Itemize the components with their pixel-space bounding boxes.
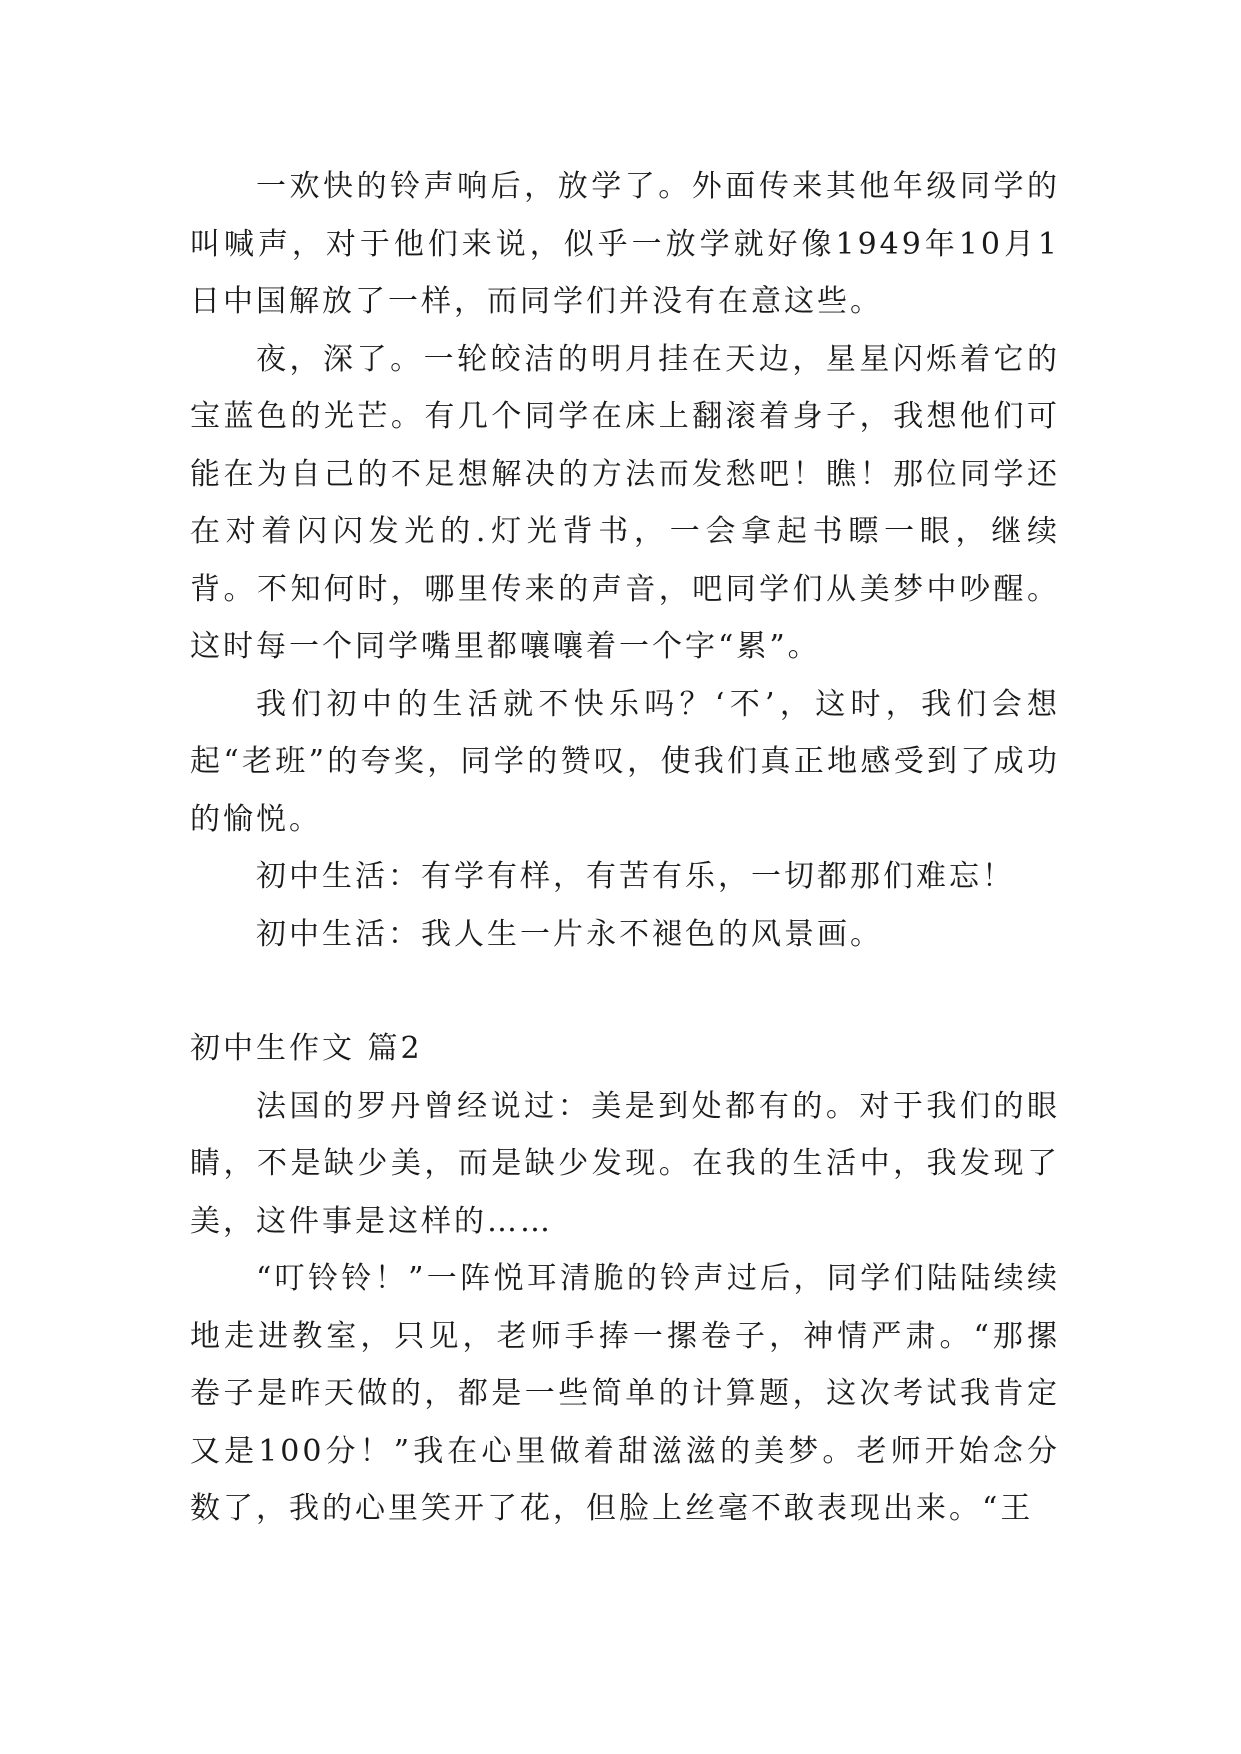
essay-heading: 初中生作文 篇2 <box>190 1031 423 1066</box>
paragraph-summary-1: 初中生活：有学有样，有苦有乐，一切都那们难忘！ <box>256 859 1015 894</box>
paragraph-summary-2: 初中生活：我人生一片永不褪色的风景画。 <box>256 916 883 952</box>
paragraph-happiness: 我们初中的生活就不快乐吗？‘不’，这时，我们会想起“老班”的夸奖，同学的赞叹，使我们真正地感受到了成功的愉悦。 <box>190 686 1060 837</box>
document-body <box>190 158 1060 1538</box>
paragraph-night: 夜，深了。一轮皎洁的明月挂在天边，星星闪烁着它的宝蓝色的光芒。有几个同学在床上翻滚着身子，我想他们可能在为自己的不足想解决的方法而发愁吧！瞧！那位同学还在对着闪闪发光的.灯光背书，一会拿起书瞟一眼，继续背。不知何时，哪里传来的声音，吧同学们从美梦中吵醒。这时每一个同学嘴里都嚷嚷着一个字“累”。 <box>190 341 1060 664</box>
paragraph-school-bell: 一欢快的铃声响后，放学了。外面传来其他年级同学的叫喊声，对于他们来说，似乎一放学就好像1949年10月1日中国解放了一样，而同学们并没有在意这些。 <box>190 169 1060 319</box>
paragraph-exam: “叮铃铃！”一阵悦耳清脆的铃声过后，同学们陆陆续续地走进教室，只见，老师手捧一摞卷子，神情严肃。“那摞卷子是昨天做的，都是一些简单的计算题，这次考试我肯定又是100分！”我在心里做着甜滋滋的美梦。老师开始念分数了，我的心里笑开了花，但脸上丝毫不敢表现出来。“王 <box>190 1261 1060 1526</box>
paragraph-rodin: 法国的罗丹曾经说过：美是到处都有的。对于我们的眼睛，不是缺少美，而是缺少发现。在我的生活中，我发现了美，这件事是这样的…… <box>190 1088 1060 1239</box>
